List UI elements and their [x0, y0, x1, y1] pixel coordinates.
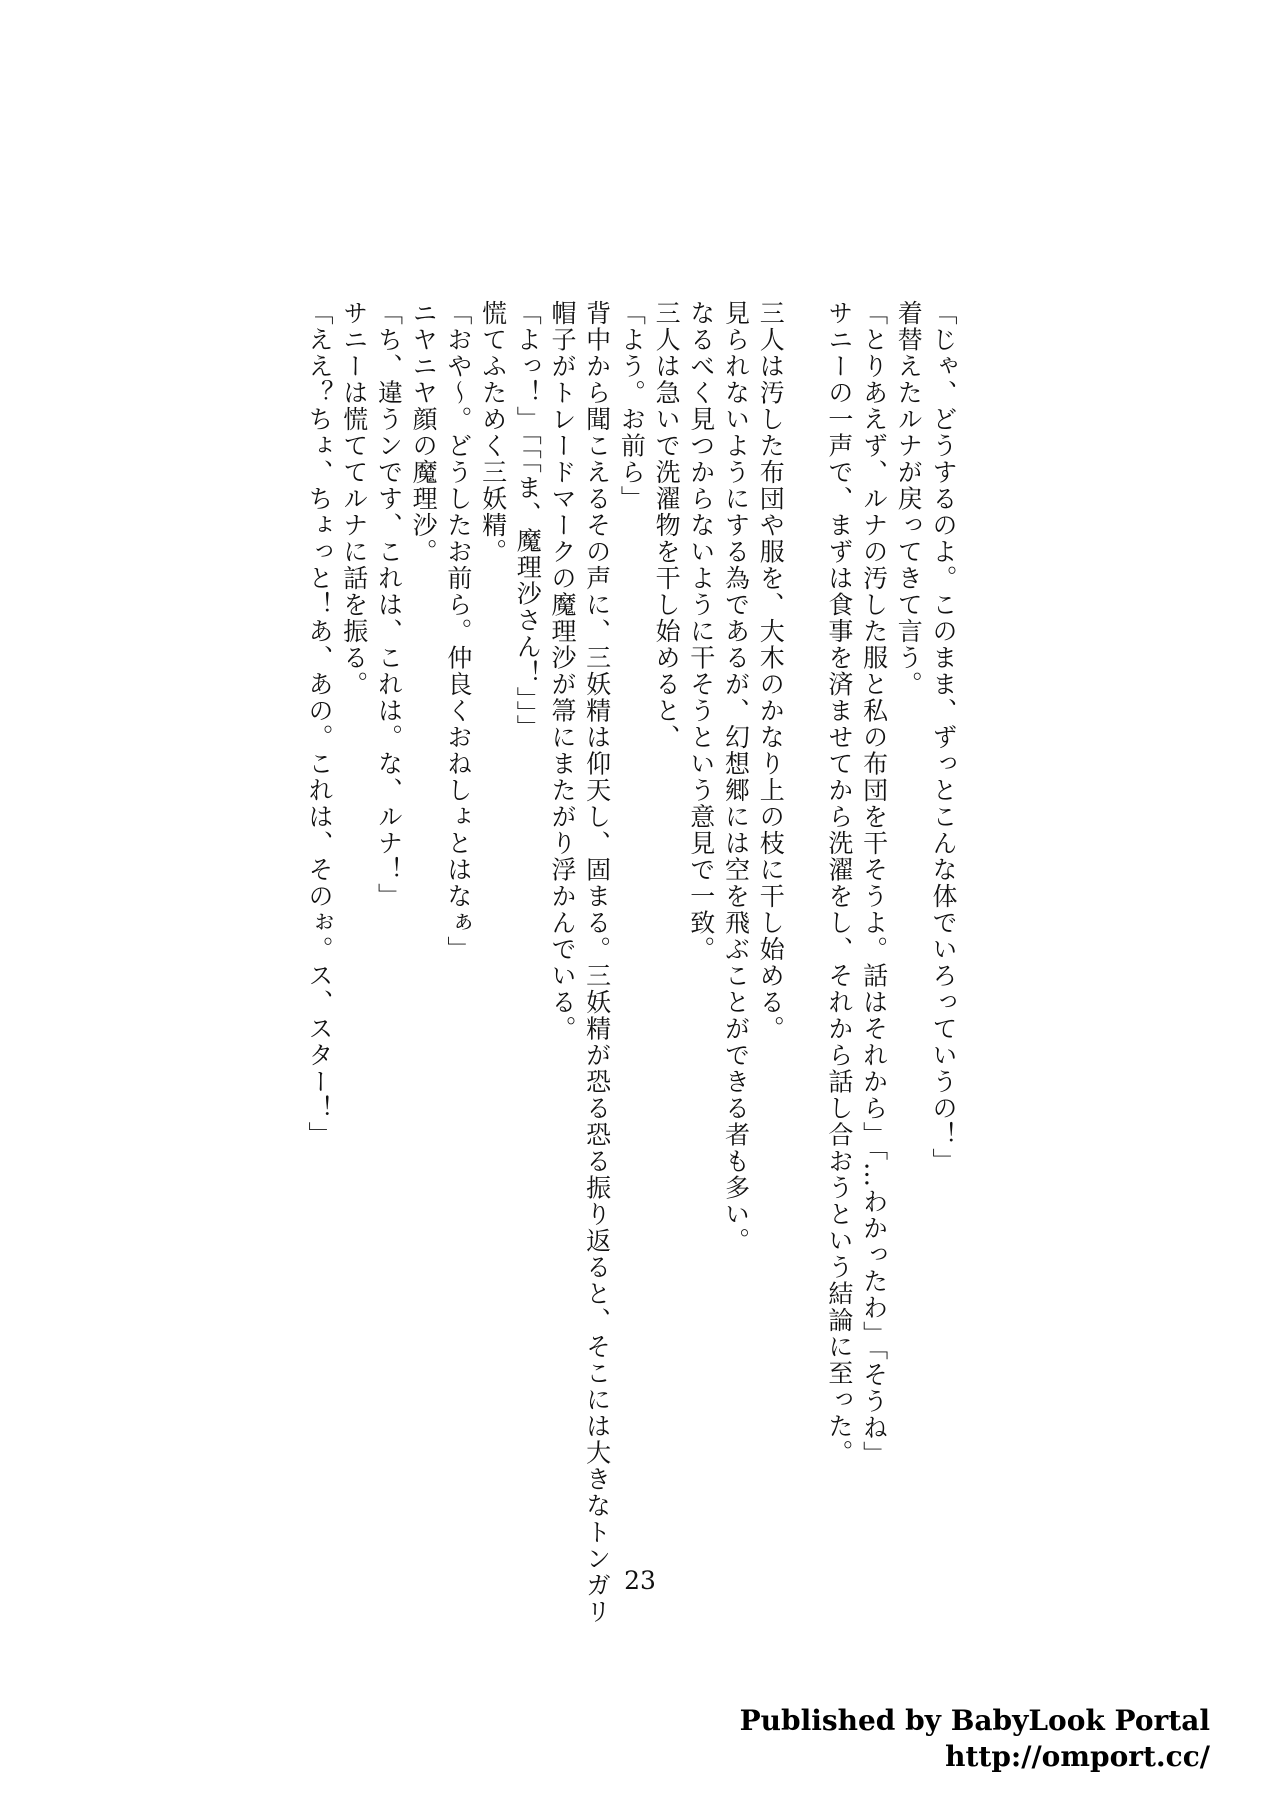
- text-line: ニヤニヤ顔の魔理沙。: [409, 300, 439, 565]
- text-line: 三人は急いで洗濯物を干し始めると、: [652, 300, 682, 751]
- text-line: 帽子がトレードマークの魔理沙が箒にまたがり浮かんでいる。: [547, 300, 577, 1042]
- text-line: 「とりあえず、ルナの汚した服と私の布団を干そうよ。話はそれから」「…わかったわ」「そうね」: [859, 300, 889, 1468]
- text-line: サニーは慌ててルナに話を振る。: [339, 300, 369, 698]
- text-line: 「おや～。どうしたお前ら。仲良くおねしょとはなぁ」: [443, 300, 473, 963]
- publisher-watermark: [740, 1703, 1210, 1775]
- text-line: 背中から聞こえるその声に、三妖精は仰天し、固まる。三妖精が恐る恐る振り返ると、そこには大きなトンガリ: [582, 300, 612, 1625]
- text-line: 「ち、違うンです、これは、これは。な、ルナ！」: [374, 300, 404, 910]
- watermark-url-line: http://omport.cc/: [945, 1740, 1210, 1773]
- text-line: 「よう。お前ら」: [617, 300, 647, 512]
- text-line: 「じゃ、どうするのよ。このまま、ずっとこんな体でいろっていうの！」: [929, 300, 958, 1175]
- page-number: 23: [624, 1566, 656, 1595]
- text-line: 着替えたルナが戻ってきて言う。: [894, 300, 924, 698]
- text-line: 「よっ！」「「「ま、魔理沙さん！」」」: [513, 300, 543, 741]
- text-line: サニーの一声で、まずは食事を済ませてから洗濯をし、それから話し合おうという結論に至った。: [824, 300, 854, 1466]
- text-line: 慌てふためく三妖精。: [478, 300, 508, 565]
- text-line: 三人は汚した布団や服を、大木のかなり上の枝に干し始める。: [756, 300, 786, 1042]
- text-line: 「ええ？ちょ、ちょっと！あ、あの。これは、そのぉ。ス、スター！」: [305, 300, 335, 1148]
- text-line: 見られないようにする為であるが、幻想郷には空を飛ぶことができる者も多い。: [721, 300, 751, 1254]
- paragraph-gap: [787, 300, 821, 1430]
- text-line: なるべく見つからないように干そうという意見で一致。: [686, 300, 716, 963]
- watermark-publisher-line: Published by BabyLook Portal: [739, 1704, 1210, 1737]
